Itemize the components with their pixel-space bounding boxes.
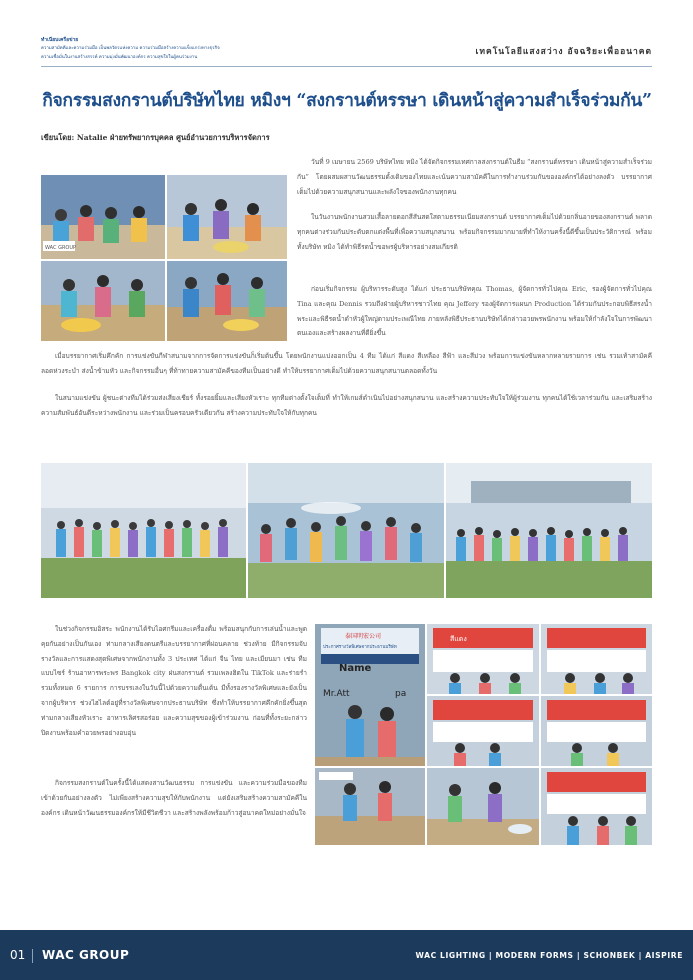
page-footer: [0, 930, 693, 980]
award-ceremony-photo-collage: [315, 624, 652, 845]
section-header: [41, 36, 301, 62]
award-banner-chinese: 泰国明宏公司: [345, 633, 382, 640]
footer-brand-list: WAC LIGHTING | MODERN FORMS | SCHONBEK | AISPIRE: [415, 951, 683, 960]
section-subtitle-line-2: ความเชื่อมั่นในงานสร้างสรรค์ ความมุ่งมั่นพัฒนาองค์กร ความสุขใจในผู้คนร่วมงาน: [41, 55, 198, 60]
article-paragraph-4: เมื่อบรรยากาศเริ่มคึกคัก การแข่งขันกีฬาสนามจากการจัดการแข่งขันก็เริ่มต้นขึ้น โดยพนักงานแบ่งออกเป็น 4 ทีม ได้แก่ สีแดง สีเหลือง สีฟ้า และสีม่วง พร้อมการแข่งขันหลากหลายรายการ เช่น รวมเท้าสามัคคี ลอดห่วงระบำ ส่งน้ำข้ามหัว และกิจกรรมอื่นๆ ที่ท้าทายความสามัคคีของทีมเป็นอย่างดี ทำให้บรรยากาศเต็มไปด้วยความสนุกสนานตลอดทั้งวัน: [41, 352, 652, 375]
photo-brand-label: WAC GROUP: [45, 245, 77, 251]
header-rule: [41, 66, 652, 67]
section-title: ทำเนียบเครือข่าย: [41, 37, 79, 43]
article-paragraph-2: ในวันงานพนักงานสวมเสื้อลายดอกสีสันสดใสตามธรรมเนียมสงกรานต์ บรรยากาศเต็มไปด้วยกลิ่นอายของสงกรานต์ พลาดทุกคนต่างร่วมกันประดับตกแต่งพื้นที่เพื่อความสนุกสนาน พร้อมกิจกรรมมากมายที่ทำให้งานครั้งนี้ดีขึ้นเป็นประวัติการณ์ พร้อมทั้งบริษัท หมิง ได้ทำพิธีรดน้ำขอพรผู้บริหารอย่างสมเกียรติ: [297, 213, 652, 251]
award-banner-thai: ประกาศรางวัลพิเศษจากประธานบริษัท: [323, 645, 397, 650]
footer-brand: WAC GROUP: [42, 948, 130, 962]
water-games-photo-strip: [41, 463, 652, 598]
screen-label-1: สีแดง: [450, 635, 467, 643]
article-title: กิจกรรมสงกรานต์บริษัทไทย หมิงฯ “สงกรานต์หรรษา เดินหน้าสู่ความสำเร็จร่วมกัน”: [42, 91, 652, 111]
award-board-label: Name: [339, 663, 372, 674]
article-paragraph-7: กิจกรรมสงกรานต์ในครั้งนี้ได้แสดงสานวัฒนธรรม การแข่งขัน และความร่วมมือของทีมเข้าด้วยกันอย่างลงตัว ไม่เพียงสร้างความสุขให้กับพนักงาน แต่ยังเสริมสร้างความสามัคคีในองค์กร เดินหน้าวัฒนธรรมองค์กรให้มีชีวิตชีวา และสร้างพลังพร้อมก้าวสู่อนาคตใหม่อย่างมั่นใจ: [41, 779, 307, 817]
section-subtitle-line-1: ความสามัคคีและความร่วมมือ เป็นพลวัตรแห่งความ ความร่วมมือสร้างความแข็งแกร่งทางธุรกิจ: [41, 46, 220, 51]
songkran-ceremony-photo-collage: [41, 175, 287, 341]
award-board-suffix: pa: [395, 689, 407, 699]
tagline: เทคโนโลยีแสงสว่าง อัจฉริยะเพื่ออนาคต: [475, 47, 652, 57]
article-paragraph-5: ในสนามแข่งขัน ผู้ชนะต่างทีมได้ร่วมส่งเสียงเชียร์ ทั้งรอยยิ้มและเสียงหัวเราะ ทุกทีมต่างตั้งใจเต็มที่ ทำให้เกมส์ดำเนินไปอย่างสนุกสนาน และสร้างความประทับใจให้ผู้ร่วมงาน ทุกคนได้ใช้เวลาร่วมกัน และเสริมสร้างความสัมพันธ์อันดีระหว่างพนักงาน และร่วมเป็นครอบครัวเดียวกัน สร้างความประทับใจให้กับทุกคน: [41, 394, 652, 417]
article-paragraph-6: ในช่วงกิจกรรมอิสระ พนักงานได้รับไอศกรีมและเครื่องดื่ม พร้อมสนุกกับการเล่นน้ำและพูดคุยกันอย่างเป็นกันเอง ท่ามกลางเสียงดนตรีและบรรยากาศที่ผ่อนคลาย ช่วงท้าย มีกิจกรรมจับรางวัลและการแสดงสุดพิเศษจากพนักงานทั้ง 3 ประเทศ ได้แก่ จีน ไทย และเมียนมา เช่น ทีมแบบไซร์ ร้านอาหารพระพร Bangkok city ฝนสงกรานต์ รวมเพลงฮิตใน TikTok และร่ายรำ รวมทั้งหมด 6 รายการ การบรรเลงในวันนี้ไปด้วยความตื่นเต้น มีทั้งรองรางวัลพิเศษและยังเป็นจากผู้บริหาร ช่วงไฮไลต์อยู่ที่รางวัลพิเศษจากประธานบริษัท ซึ่งทำให้บรรยากาศคึกคักยิ่งขึ้นสุด ท่ามกลางเสียงหัวเราะ อาหารเลิศรสอร่อย และความสุขของผู้เข้าร่วมงาน ก่อนที่ทั้งระยะกล่าวปิดงานพร้อมคำอวยพรอย่างอบอุ่น: [41, 625, 307, 737]
article-paragraph-1: วันที่ 9 เมษายน 2569 บริษัทไทย หมิง ได้จัดกิจกรรมเทศกาลสงกรานต์ในธีม “สงกรานต์หรรษา เดินหน้าสู่ความสำเร็จร่วมกัน” โดยผสมผสานวัฒนธรรมดั้งเดิมของไทยและเน้นความสามัคคีในการทำงานร่วมกันขององค์กรได้อย่างลงตัว บรรยากาศเต็มไปด้วยความสนุกสนานและพลังใจของพนักงานทุกคน: [297, 158, 652, 196]
award-board-name: Mr.Att: [323, 689, 350, 699]
page-number: 01: [10, 948, 26, 962]
article-paragraph-3: ก่อนเริ่มกิจกรรม ผู้บริหารระดับสูง ได้แก่ ประธานบริษัทคุณ Thomas, ผู้จัดการทั่วไปคุณ Eric, รองผู้จัดการทั่วไปคุณ Tina และคุณ Dennis รวมถึงฝ่ายผู้บริหารชาวไทย คุณ Jeffery รองผู้จัดการแผนก Production ได้ร่วมกันประกอบพิธีสรงน้ำพระและพิธีรดน้ำดำหัวผู้ใหญ่ตามประเพณีไทย ภายหลังพิธีประธานบริษัทได้กล่าวอวยพรพนักงาน พร้อมให้กำลังใจในการพัฒนาตนเองและสร้างผลงานที่ดียิ่งขึ้น: [297, 285, 652, 338]
footer-divider: [32, 949, 33, 963]
article-byline: เขียนโดย: Natalie ฝ่ายทรัพยากรบุคคล ศูนย์อำนวยการบริหารจัดการ: [41, 133, 270, 142]
